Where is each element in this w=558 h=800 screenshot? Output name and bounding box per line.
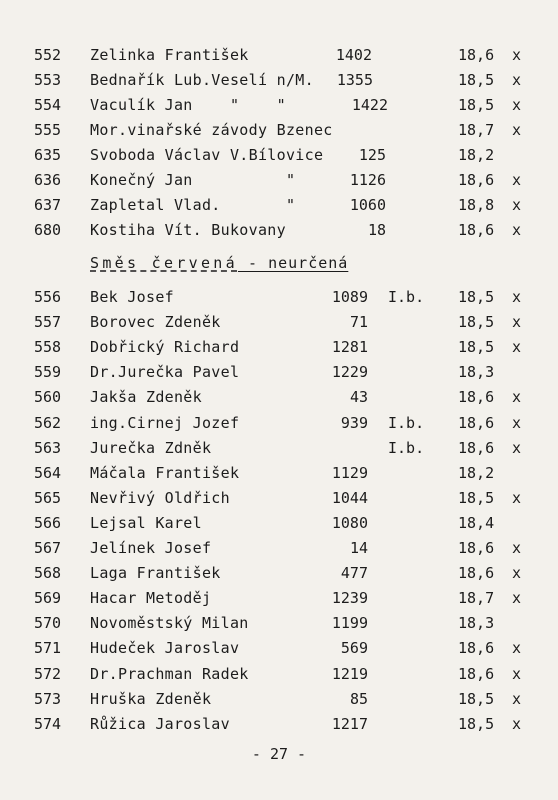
entry-mark: x (512, 589, 522, 607)
entry-code: 14 (349, 539, 368, 557)
entry-code: 1129 (331, 464, 368, 482)
entry-number: 637 (34, 196, 62, 214)
entry-class: I.b. (388, 288, 425, 306)
table-row (0, 219, 558, 241)
entry-value: 18,6 (458, 414, 495, 432)
entry-name: Konečný Jan " (90, 171, 296, 189)
entry-value: 18,2 (458, 464, 495, 482)
entry-class: I.b. (388, 439, 425, 457)
table-row (0, 169, 558, 191)
table-row (0, 94, 558, 116)
table-row (0, 562, 558, 584)
table-row (0, 663, 558, 685)
entry-mark: x (512, 539, 522, 557)
entry-mark: x (512, 288, 522, 306)
entry-number: 571 (34, 639, 62, 657)
entry-number: 568 (34, 564, 62, 582)
entry-code: 1044 (331, 489, 368, 507)
table-row (0, 386, 558, 408)
table-row (0, 286, 558, 308)
table-row (0, 44, 558, 66)
section-heading-suffix: - neurčená (237, 254, 349, 272)
entry-value: 18,8 (458, 196, 495, 214)
entry-code: 125 (358, 146, 386, 164)
entry-mark: x (512, 96, 522, 114)
table-row (0, 713, 558, 735)
entry-value: 18,6 (458, 439, 495, 457)
entry-number: 562 (34, 414, 62, 432)
entry-number: 572 (34, 665, 62, 683)
entry-value: 18,5 (458, 96, 495, 114)
entry-value: 18,7 (458, 121, 495, 139)
entry-mark: x (512, 715, 522, 733)
entry-value: 18,6 (458, 388, 495, 406)
entry-class: I.b. (388, 414, 425, 432)
entry-code: 1126 (349, 171, 386, 189)
entry-code: 1402 (335, 46, 372, 64)
entry-value: 18,5 (458, 71, 495, 89)
entry-mark: x (512, 121, 522, 139)
table-row (0, 144, 558, 166)
section-heading-main: Směs červená (90, 254, 238, 272)
table-row (0, 437, 558, 459)
table-row (0, 412, 558, 434)
entry-value: 18,6 (458, 171, 495, 189)
entry-mark: x (512, 564, 522, 582)
entry-code: 1089 (331, 288, 368, 306)
table-row (0, 336, 558, 358)
entry-code: 1281 (331, 338, 368, 356)
entry-name: Lejsal Karel (90, 514, 202, 532)
entry-number: 558 (34, 338, 62, 356)
table-row (0, 587, 558, 609)
entry-code: 18 (367, 221, 386, 239)
table-row (0, 462, 558, 484)
entry-name: Mor.vinařské závody Bzenec (90, 121, 333, 139)
entry-name: Dr.Prachman Radek (90, 665, 249, 683)
entry-number: 559 (34, 363, 62, 381)
entry-name: Nevřivý Oldřich (90, 489, 230, 507)
entry-number: 560 (34, 388, 62, 406)
entry-value: 18,5 (458, 338, 495, 356)
entry-value: 18,6 (458, 539, 495, 557)
entry-name: Laga František (90, 564, 221, 582)
section-heading (90, 252, 348, 274)
entry-name: Dr.Jurečka Pavel (90, 363, 240, 381)
entry-value: 18,6 (458, 665, 495, 683)
entry-mark: x (512, 196, 522, 214)
entry-name: Hruška Zdeněk (90, 690, 212, 708)
entry-code: 1229 (331, 363, 368, 381)
entry-value: 18,6 (458, 221, 495, 239)
entry-name: Kostiha Vít. Bukovany (90, 221, 286, 239)
entry-name: Jelínek Josef (90, 539, 212, 557)
entry-name: Borovec Zdeněk (90, 313, 221, 331)
entry-number: 555 (34, 121, 62, 139)
entry-value: 18,7 (458, 589, 495, 607)
table-row (0, 311, 558, 333)
entry-value: 18,3 (458, 614, 495, 632)
entry-name: Jurečka Zdněk (90, 439, 212, 457)
entry-value: 18,6 (458, 46, 495, 64)
entry-number: 553 (34, 71, 62, 89)
entry-code: 1239 (331, 589, 368, 607)
entry-value: 18,6 (458, 564, 495, 582)
entry-name: Dobřický Richard (90, 338, 240, 356)
entry-value: 18,6 (458, 639, 495, 657)
table-row (0, 688, 558, 710)
entry-code: 1217 (331, 715, 368, 733)
entry-code: 85 (349, 690, 368, 708)
entry-number: 557 (34, 313, 62, 331)
table-row (0, 637, 558, 659)
entry-number: 552 (34, 46, 62, 64)
entry-mark: x (512, 489, 522, 507)
entry-value: 18,4 (458, 514, 495, 532)
entry-name: Zapletal Vlad. " (90, 196, 296, 214)
table-row (0, 194, 558, 216)
entry-value: 18,5 (458, 690, 495, 708)
entry-number: 564 (34, 464, 62, 482)
table-row (0, 612, 558, 634)
table-row (0, 512, 558, 534)
entry-value: 18,5 (458, 489, 495, 507)
entry-code: 477 (340, 564, 368, 582)
page-number: - 27 - (251, 745, 307, 763)
entry-value: 18,2 (458, 146, 495, 164)
entry-mark: x (512, 639, 522, 657)
entry-name: Jakša Zdeněk (90, 388, 202, 406)
entry-mark: x (512, 46, 522, 64)
table-row (0, 69, 558, 91)
table-row (0, 487, 558, 509)
entry-number: 567 (34, 539, 62, 557)
entry-name: Hacar Metoděj (90, 589, 212, 607)
entry-value: 18,3 (458, 363, 495, 381)
entry-code: 1199 (331, 614, 368, 632)
entry-name: Růžica Jaroslav (90, 715, 230, 733)
entry-name: Máčala František (90, 464, 240, 482)
entry-code: 939 (340, 414, 368, 432)
entry-code: 1355 (336, 71, 373, 89)
entry-code: 71 (349, 313, 368, 331)
table-row (0, 537, 558, 559)
entry-number: 573 (34, 690, 62, 708)
table-row (0, 119, 558, 141)
entry-mark: x (512, 665, 522, 683)
entry-number: 556 (34, 288, 62, 306)
entry-mark: x (512, 313, 522, 331)
entry-number: 680 (34, 221, 62, 239)
entry-mark: x (512, 71, 522, 89)
entry-name: Bek Josef (90, 288, 174, 306)
entry-name: ing.Cirnej Jozef (90, 414, 240, 432)
entry-name: Bednařík Lub.Veselí n/M. (90, 71, 314, 89)
entry-name: Novoměstský Milan (90, 614, 249, 632)
entry-mark: x (512, 221, 522, 239)
entry-mark: x (512, 414, 522, 432)
entry-number: 570 (34, 614, 62, 632)
entry-number: 569 (34, 589, 62, 607)
entry-mark: x (512, 388, 522, 406)
entry-value: 18,5 (458, 715, 495, 733)
entry-number: 566 (34, 514, 62, 532)
entry-name: Hudeček Jaroslav (90, 639, 240, 657)
entry-mark: x (512, 171, 522, 189)
entry-mark: x (512, 690, 522, 708)
entry-name: Svoboda Václav V.Bílovice (90, 146, 324, 164)
table-row (0, 361, 558, 383)
entry-value: 18,5 (458, 313, 495, 331)
entry-name: Zelinka František (90, 46, 249, 64)
entry-number: 565 (34, 489, 62, 507)
entry-code: 1422 (351, 96, 388, 114)
entry-value: 18,5 (458, 288, 495, 306)
entry-code: 569 (340, 639, 368, 657)
entry-code: 1060 (349, 196, 386, 214)
entry-number: 574 (34, 715, 62, 733)
entry-mark: x (512, 439, 522, 457)
entry-number: 563 (34, 439, 62, 457)
entry-code: 43 (349, 388, 368, 406)
entry-number: 635 (34, 146, 62, 164)
entry-number: 636 (34, 171, 62, 189)
entry-number: 554 (34, 96, 62, 114)
entry-code: 1219 (331, 665, 368, 683)
entry-mark: x (512, 338, 522, 356)
entry-name: Vaculík Jan " " (90, 96, 286, 114)
entry-code: 1080 (331, 514, 368, 532)
